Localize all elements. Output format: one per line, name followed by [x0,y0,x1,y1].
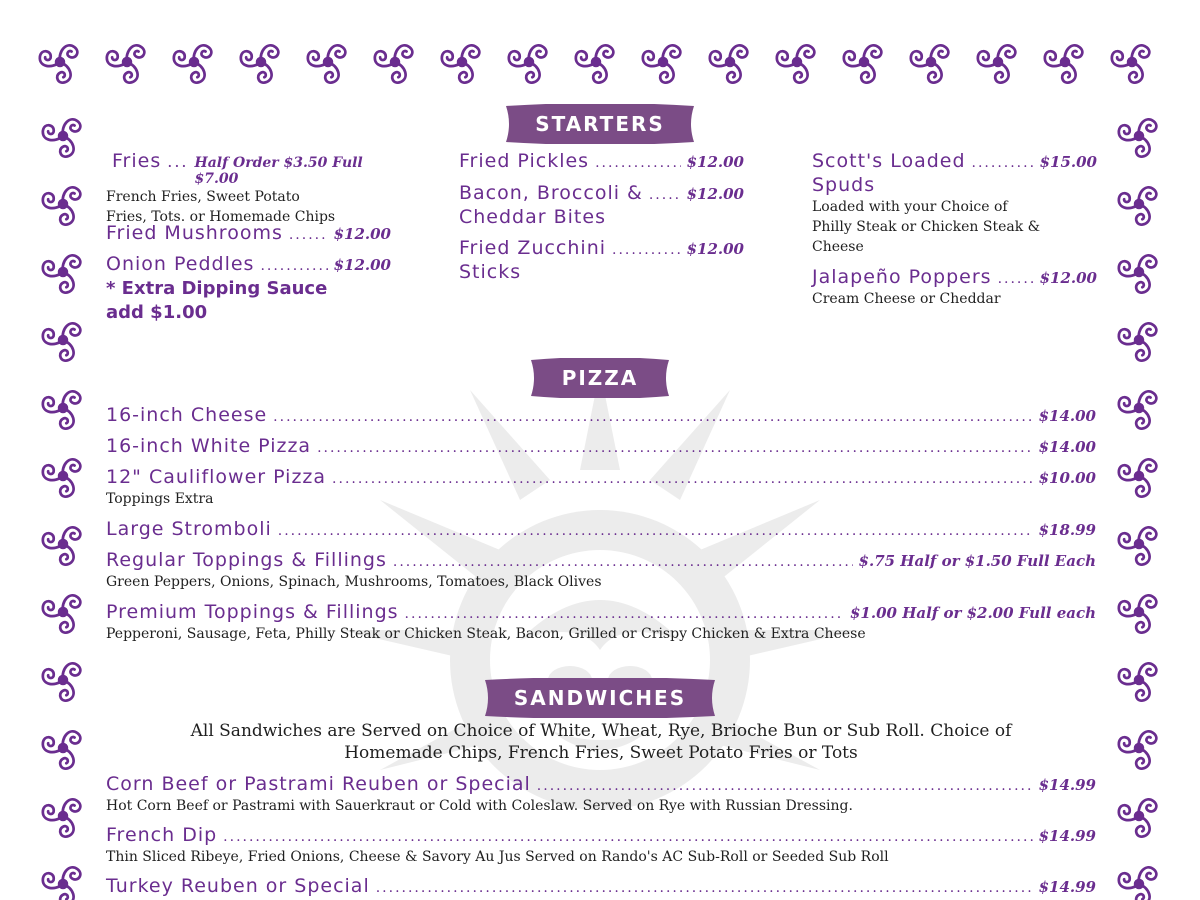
sandwich-item [106,772,1096,816]
item-desc: Philly Steak or Chicken Steak & [812,219,1041,235]
item-price: $10.00 [1038,469,1096,487]
item-name: Fried Zucchini [459,237,607,259]
triskele-icon [1042,45,1082,85]
item-desc: Pepperoni, Sausage, Feta, Philly Steak or Chicken Steak, Bacon, Grilled or Crispy Chicken & Extra Cheese [106,626,866,642]
item-price: $12.00 [686,153,744,171]
triskele-icon [1116,595,1156,635]
starters-banner [506,104,694,144]
starter-loaded-spuds [812,149,1097,257]
item-price: $14.99 [1038,776,1096,794]
triskele-icon [40,187,80,227]
triskele-icon [37,45,77,85]
starters-title: STARTERS [535,112,665,136]
pizza-item [106,600,1096,644]
item-name: 16-inch White Pizza [106,435,312,457]
item-name: Turkey Reuben or Special [106,875,370,897]
item-price: $12.00 [1039,269,1097,287]
pizza-item [106,434,1096,458]
item-desc: Toppings Extra [106,491,214,507]
item-name: Onion Peddles [106,253,255,275]
item-price: $14.00 [1038,407,1096,425]
sandwich-item [106,874,1096,898]
sandwiches-title: SANDWICHES [513,686,687,710]
item-price: $1.00 Half or $2.00 Full each [850,604,1096,622]
item-name-cont: Spuds [812,174,876,196]
triskele-icon [975,45,1015,85]
item-name: Fries [112,150,162,172]
triskele-icon [40,527,80,567]
triskele-icon [1109,45,1149,85]
starter-fries: Fries ... Half Order $3.50 Full $7.00 French Fries, Sweet Potato Fries, Tots. or Homemade Chips [106,149,391,227]
item-name: Scott's Loaded [812,150,966,172]
triskele-icon [40,799,80,839]
starter-fried-mushrooms [106,221,391,245]
item-desc: Green Peppers, Onions, Spinach, Mushrooms, Tomatoes, Black Olives [106,574,602,590]
item-price: $18.99 [1038,521,1096,539]
triskele-icon [1116,187,1156,227]
item-desc: Cream Cheese or Cheddar [812,291,1001,307]
triskele-icon [439,45,479,85]
starter-fried-zucchini [459,236,744,284]
triskele-icon [40,119,80,159]
item-name-cont: Sticks [459,261,522,283]
triskele-icon [1116,255,1156,295]
item-desc: Hot Corn Beef or Pastrami with Sauerkraut or Cold with Coleslaw. Served on Rye with Russian Dressing. [106,798,853,814]
sandwiches-intro [106,720,1096,764]
item-name-cont: Cheddar Bites [459,206,606,228]
top-border-ornament [30,30,1170,94]
item-name: Premium Toppings & Fillings [106,601,399,623]
triskele-icon [40,867,80,900]
item-name: Fried Mushrooms [106,222,283,244]
intro-line: All Sandwiches are Served on Choice of White, Wheat, Rye, Brioche Bun or Sub Roll. Choice of [190,721,1012,741]
triskele-icon [372,45,412,85]
item-name: Regular Toppings & Fillings [106,549,387,571]
item-desc: Cheese [812,239,864,255]
item-price: $12.00 [686,240,744,258]
triskele-icon [1116,867,1156,900]
triskele-icon [573,45,613,85]
item-price: $12.00 [686,185,744,203]
triskele-icon [774,45,814,85]
triskele-icon [40,595,80,635]
item-price: $14.99 [1038,827,1096,845]
triskele-icon [1116,731,1156,771]
triskele-icon [40,323,80,363]
triskele-icon [1116,391,1156,431]
dipping-sauce-note [106,277,406,325]
triskele-icon [1116,527,1156,567]
starter-onion-peddles [106,252,391,276]
item-name: Jalapeño Poppers [812,266,992,288]
item-name: Fried Pickles [459,150,590,172]
triskele-icon [841,45,881,85]
item-price: $15.00 [1039,153,1097,171]
item-name: Bacon, Broccoli & [459,182,643,204]
triskele-icon [707,45,747,85]
item-price: $12.00 [333,256,391,274]
triskele-icon [640,45,680,85]
starter-bacon-broccoli [459,181,744,229]
pizza-banner [531,358,669,398]
intro-line: Homemade Chips, French Fries, Sweet Potato Fries or Tots [344,743,858,763]
item-desc: French Fries, Sweet Potato [106,189,300,205]
item-desc: Fries, Tots. or Homemade Chips [106,209,336,225]
sandwich-item [106,823,1096,867]
triskele-icon [40,663,80,703]
left-border-ornament [30,96,96,900]
triskele-icon [1116,119,1156,159]
triskele-icon [506,45,546,85]
triskele-icon [305,45,345,85]
item-desc: Loaded with your Choice of [812,199,1008,215]
triskele-icon [1116,663,1156,703]
pizza-item [106,403,1096,427]
triskele-icon [1116,799,1156,839]
pizza-item [106,517,1096,541]
item-name: Large Stromboli [106,518,272,540]
triskele-icon [40,255,80,295]
starter-fried-pickles [459,149,744,173]
item-name: Corn Beef or Pastrami Reuben or Special [106,773,531,795]
item-name: French Dip [106,824,218,846]
triskele-icon [238,45,278,85]
triskele-icon [171,45,211,85]
triskele-icon [40,391,80,431]
item-price: $14.00 [1038,438,1096,456]
triskele-icon [1116,459,1156,499]
triskele-icon [40,459,80,499]
triskele-icon [40,731,80,771]
right-border-ornament [1108,96,1170,900]
sandwiches-banner [485,678,715,718]
item-desc: Thin Sliced Ribeye, Fried Onions, Cheese & Savory Au Jus Served on Rando's AC Sub-Roll or Seeded Sub Roll [106,849,889,865]
triskele-icon [104,45,144,85]
item-name: 12" Cauliflower Pizza [106,466,327,488]
item-price: $.75 Half or $1.50 Full Each [858,552,1096,570]
note-line: * Extra Dipping Sauce [106,278,328,299]
pizza-item [106,548,1096,592]
pizza-item [106,465,1096,509]
item-price: $12.00 [333,225,391,243]
item-price: Half Order $3.50 Full $7.00 [194,155,363,187]
pizza-title: PIZZA [561,366,639,390]
item-name: 16-inch Cheese [106,404,268,426]
starter-jalapeno-poppers [812,265,1097,309]
note-line: add $1.00 [106,302,208,323]
triskele-icon [1116,323,1156,363]
triskele-icon [908,45,948,85]
item-price: $14.99 [1038,878,1096,896]
